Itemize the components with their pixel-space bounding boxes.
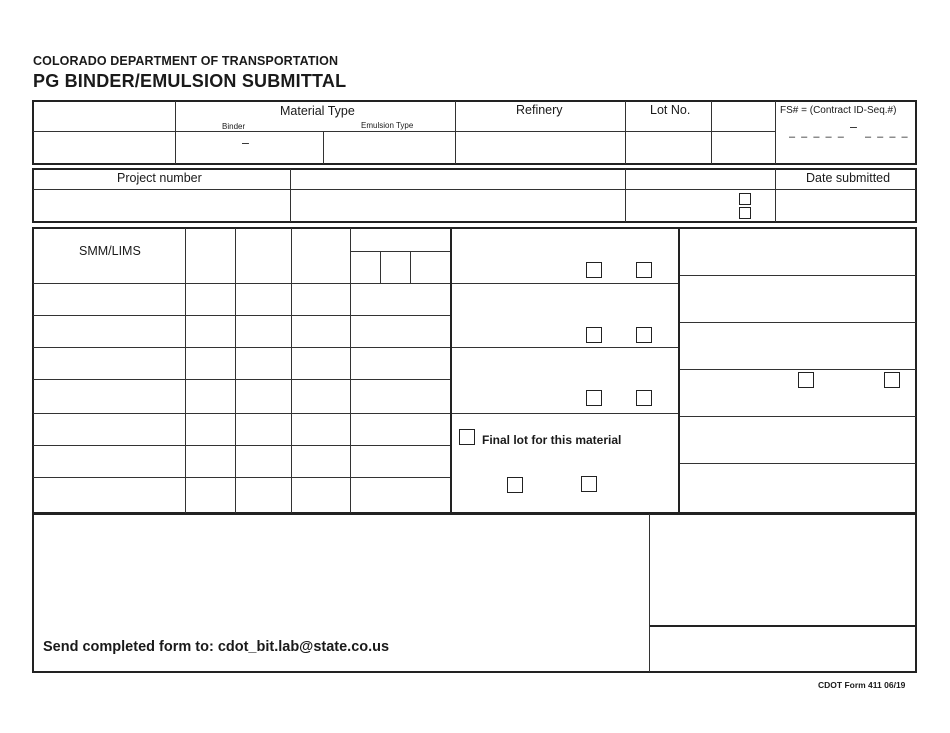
emulsion-type-label: Emulsion Type [361, 121, 414, 130]
refinery-field[interactable] [457, 133, 623, 163]
final-lot-yes-checkbox[interactable] [507, 477, 523, 493]
binder-label: Binder [222, 122, 246, 131]
test-b-checkbox-1[interactable] [586, 327, 602, 343]
form-title: PG BINDER/EMULSION SUBMITTAL [33, 71, 347, 91]
comments-field[interactable] [34, 515, 648, 633]
lot-no-field[interactable] [627, 133, 710, 163]
fs-separator: – [850, 120, 857, 134]
project-number-field[interactable] [34, 191, 289, 221]
fs-contract-id-field[interactable]: – – – – – [789, 131, 846, 143]
final-lot-checkbox[interactable] [459, 429, 475, 445]
department-name: COLORADO DEPARTMENT OF TRANSPORTATION [33, 54, 339, 68]
signature-field[interactable] [651, 515, 915, 623]
project-checkbox-1[interactable] [739, 193, 751, 205]
form-number: CDOT Form 411 06/19 [818, 680, 906, 690]
send-to-instructions: Send completed form to: cdot_bit.lab@state.co.us [43, 639, 390, 655]
lot-no-label: Lot No. [650, 103, 691, 117]
test-c-checkbox-1[interactable] [586, 390, 602, 406]
date-submitted-label: Date submitted [806, 171, 891, 185]
right-checkbox-1[interactable] [798, 372, 814, 388]
refinery-label: Refinery [516, 103, 563, 117]
fs-seq-field[interactable]: – – – – [865, 131, 910, 143]
project-checkbox-2[interactable] [739, 207, 751, 219]
material-type-label: Material Type [280, 104, 355, 118]
emulsion-type-field[interactable] [325, 133, 454, 163]
project-number-label: Project number [117, 171, 202, 185]
sample-table [32, 227, 917, 514]
test-a-checkbox-1[interactable] [586, 262, 602, 278]
final-lot-label: Final lot for this material [482, 433, 622, 447]
date-submitted-field[interactable] [777, 191, 915, 221]
final-lot-no-checkbox[interactable] [581, 476, 597, 492]
smm-lims-label: SMM/LIMS [79, 244, 141, 258]
binder-field[interactable] [178, 133, 322, 163]
test-a-checkbox-2[interactable] [636, 262, 652, 278]
test-c-checkbox-2[interactable] [636, 390, 652, 406]
fs-number-label: FS# = (Contract ID-Seq.#) [780, 105, 897, 116]
test-b-checkbox-2[interactable] [636, 327, 652, 343]
signature-date-field[interactable] [651, 628, 915, 671]
project-location-field[interactable] [292, 191, 624, 221]
binder-grade-separator: – [242, 136, 249, 150]
right-checkbox-2[interactable] [884, 372, 900, 388]
